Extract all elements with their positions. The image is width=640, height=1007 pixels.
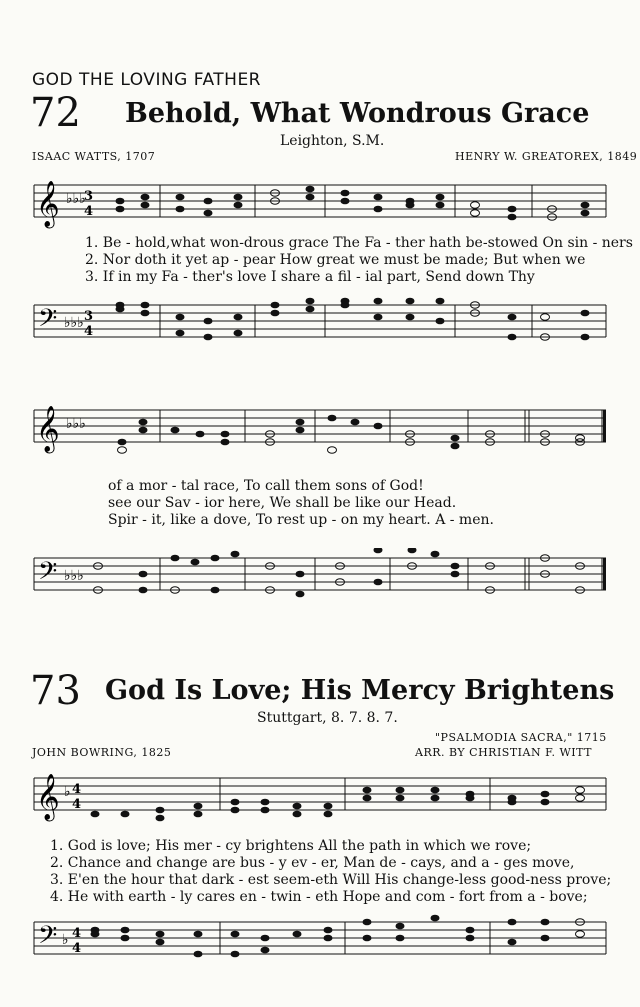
hymn-72-verse-2-line-1: 2. Nor doth it yet ap - pear How great we must be made; But when we <box>85 252 586 268</box>
hymn-72-verse-2-line-2: see our Sav - ior here, We shall be like our Head. <box>108 495 457 511</box>
hymn-73-treble-staff <box>0 768 640 828</box>
treble-clef-icon: 𝄞 <box>36 181 60 227</box>
svg-text:4: 4 <box>72 941 82 956</box>
hymn-72-treble-staff-2 <box>0 400 640 460</box>
bass-clef-icon: 𝄢 <box>38 304 58 339</box>
hymn-73-verse-1: 1. God is love; His mer - cy brightens All the path in which we rove; <box>50 838 532 854</box>
svg-text:♭♭♭: ♭♭♭ <box>64 568 84 584</box>
hymn-72-verse-3-line-2: Spir - it, like a dove, To rest up - on my heart. A - men. <box>108 512 494 528</box>
hymn-72-bass-staff-2 <box>0 548 640 608</box>
svg-text:4: 4 <box>72 782 82 797</box>
hymn-73-words-credit: JOHN BOWRING, 1825 <box>32 746 172 759</box>
hymn-72-verse-1-line-2: of a mor - tal race, To call them sons of God! <box>108 478 424 494</box>
svg-text:4: 4 <box>72 926 82 941</box>
hymn-73-tune: Stuttgart, 8. 7. 8. 7. <box>257 710 398 726</box>
hymn-72-tune: Leighton, S.M. <box>280 133 385 149</box>
svg-text:♭♭♭: ♭♭♭ <box>66 416 86 432</box>
bass-clef-icon: 𝄢 <box>38 921 58 956</box>
svg-text:♭: ♭ <box>64 784 71 800</box>
hymn-73-number: 73 <box>30 668 81 714</box>
hymn-73-verse-4: 4. He with earth - ly cares en - twin - eth Hope and com - fort from a - bove; <box>50 889 588 905</box>
hymn-72-bass-staff-1 <box>0 295 640 355</box>
hymn-73-source: "PSALMODIA SACRA," 1715 <box>435 731 607 744</box>
hymn-72-words-credit: ISAAC WATTS, 1707 <box>32 150 156 163</box>
svg-text:♭♭♭: ♭♭♭ <box>64 315 84 331</box>
bass-clef-icon: 𝄢 <box>38 557 58 592</box>
hymn-73-verse-3: 3. E'en the hour that dark - est seem-eth Will His change-less good-ness prove; <box>50 872 612 888</box>
hymn-73-title: God Is Love; His Mercy Brightens <box>105 675 615 706</box>
svg-text:3: 3 <box>84 189 94 204</box>
section-heading: GOD THE LOVING FATHER <box>32 70 261 90</box>
treble-clef-icon: 𝄞 <box>36 774 60 820</box>
svg-text:♭♭♭: ♭♭♭ <box>66 191 86 207</box>
hymn-73-bass-staff <box>0 912 640 972</box>
svg-text:4: 4 <box>72 797 82 812</box>
treble-clef-icon: 𝄞 <box>36 406 60 452</box>
hymn-72-verse-3-line-1: 3. If in my Fa - ther's love I share a fil - ial part, Send down Thy <box>85 269 535 285</box>
svg-text:4: 4 <box>84 204 94 219</box>
hymn-72-number: 72 <box>30 90 81 136</box>
hymn-72-treble-staff-1 <box>0 175 640 235</box>
hymn-72-verse-1-line-1: 1. Be - hold,what won-drous grace The Fa - ther hath be-stowed On sin - ners <box>85 235 633 251</box>
hymn-73-arranger: ARR. BY CHRISTIAN F. WITT <box>415 746 593 759</box>
svg-text:3: 3 <box>84 309 94 324</box>
svg-text:4: 4 <box>84 324 94 339</box>
hymn-72-music-credit: HENRY W. GREATOREX, 1849 <box>455 150 638 163</box>
svg-text:♭: ♭ <box>62 932 69 948</box>
hymn-72-title: Behold, What Wondrous Grace <box>125 98 590 129</box>
hymn-73-verse-2: 2. Chance and change are bus - y ev - er, Man de - cays, and a - ges move, <box>50 855 575 871</box>
